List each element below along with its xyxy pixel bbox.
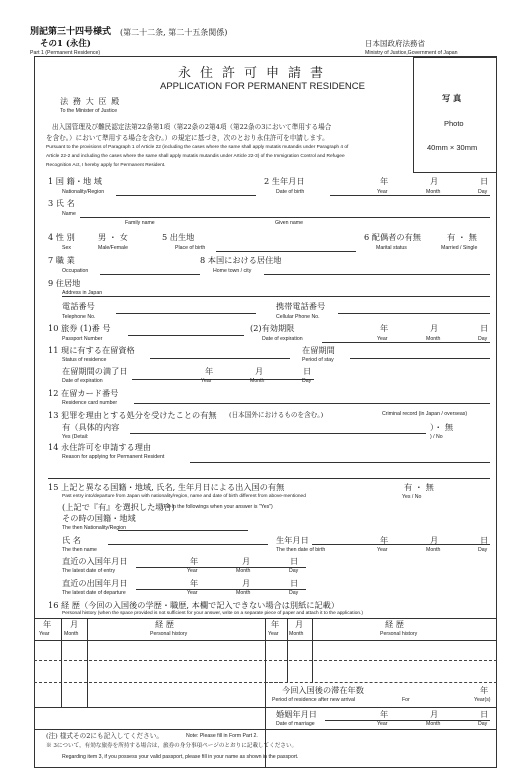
expiration-label: (2)有効期限 xyxy=(250,323,295,333)
reentry-options-en: Yes / No xyxy=(402,494,422,500)
address-field[interactable] xyxy=(110,285,488,295)
intro-en-1: Pursuant to the provisions of Paragraph 1 of Article 22 (including the cases where the same shall apply mutatis mutandis under Paragraph 4 of xyxy=(46,145,349,150)
then-name-label-en: The then name xyxy=(62,547,97,553)
then-dob-day: 日 xyxy=(480,535,489,545)
marriage-day: 日 xyxy=(480,709,489,719)
stay-day: 日 xyxy=(303,366,312,376)
passport-number-field[interactable] xyxy=(130,324,242,334)
depart-year-en: Year xyxy=(187,590,198,596)
col-history-right: 経 歴 xyxy=(385,619,404,629)
depart-month: 月 xyxy=(242,578,251,588)
expiration-label-en: Date of expiration xyxy=(262,336,303,342)
addressee: 法 務 大 臣 殿 xyxy=(60,96,121,106)
depart-day-en: Day xyxy=(289,590,299,596)
cellular-label-en: Cellular Phone No. xyxy=(276,314,320,320)
nationality-label: 1 国 籍・地 域 xyxy=(48,176,102,186)
then-dob-field[interactable] xyxy=(345,533,488,543)
latest-departure-field[interactable] xyxy=(138,578,304,588)
criminal-detail-field[interactable] xyxy=(132,422,424,432)
stay-expiry-field[interactable] xyxy=(134,368,312,378)
status-field[interactable] xyxy=(152,347,288,357)
telephone-label: 電話番号 xyxy=(62,301,95,311)
then-dob-year: 年 xyxy=(380,535,389,545)
hometown-field[interactable] xyxy=(266,263,488,273)
dob-day-en: Day xyxy=(478,189,488,195)
entry-year: 年 xyxy=(190,556,199,566)
marital-options[interactable]: 有 ・ 無 xyxy=(447,232,477,242)
marriage-month-en: Month xyxy=(426,721,441,727)
marital-label: 6 配偶者の有無 xyxy=(364,232,421,242)
card-field[interactable] xyxy=(136,392,488,402)
then-name-field[interactable] xyxy=(110,533,266,543)
entry-month-en: Month xyxy=(236,568,251,574)
intro-en-2: Article 22-2 and including the cases where the same shall apply mutatis mutandis under Article 22-3) of the Immigration Control and Refugee xyxy=(46,154,345,159)
then-dob-label: 生年月日 xyxy=(276,535,309,545)
col-year-left-en: Year xyxy=(39,631,50,637)
photo-label: 写 真 xyxy=(442,93,462,103)
cellular-label: 携帯電話番号 xyxy=(276,301,326,311)
passport-label: 10 旅券 (1)番 号 xyxy=(48,323,111,333)
then-name-label: 氏 名 xyxy=(62,535,81,545)
entry-month: 月 xyxy=(242,556,251,566)
address-label: 9 住居地 xyxy=(48,278,81,288)
photo-label-en: Photo xyxy=(444,119,464,128)
period-field[interactable] xyxy=(352,347,488,357)
period-after-label-en: Period of residence after new arrival xyxy=(272,697,356,703)
gov-label-en: Ministry of Justice,Government of Japan xyxy=(365,50,458,56)
sex-label-en: Sex xyxy=(62,245,71,251)
dob-year-en: Year xyxy=(377,189,388,195)
footer-note-2-en: Regarding item 3, if you possess your valid passport, please fill in your name as shown in the passport. xyxy=(62,754,299,760)
card-label: 12 在留カード番号 xyxy=(48,388,119,398)
stay-month-en: Month xyxy=(250,378,265,384)
col-month-right-en: Month xyxy=(289,631,304,637)
nationality-field[interactable] xyxy=(118,185,256,195)
dob-label-en: Date of birth xyxy=(276,189,305,195)
period-label-en: Period of stay xyxy=(302,357,334,363)
marriage-field[interactable] xyxy=(327,709,488,719)
stay-expiry-label-en: Date of expiration xyxy=(62,378,103,384)
dob-label: 2 生年月日 xyxy=(264,176,305,186)
marriage-year: 年 xyxy=(380,709,389,719)
col-history-left: 経 歴 xyxy=(155,619,174,629)
nationality-label-en: Nationality/Region xyxy=(62,189,105,195)
reason-field[interactable] xyxy=(192,451,488,478)
cellular-field[interactable] xyxy=(340,302,488,312)
criminal-note: (日本国外におけるものを含む。) xyxy=(229,411,324,419)
col-month-right: 月 xyxy=(295,619,304,629)
status-label: 11 現に有する在留資格 xyxy=(48,345,135,355)
col-month-left: 月 xyxy=(70,619,79,629)
then-nationality-label: その時の国籍・地域 xyxy=(62,513,136,523)
then-dob-year-en: Year xyxy=(377,547,388,553)
reason-label-en: Reason for applying for Permanent Resident xyxy=(62,454,165,460)
marital-label-en: Marital status xyxy=(376,245,407,251)
history-left-field[interactable] xyxy=(36,642,264,705)
criminal-detail-label-en: Yes (Detail: xyxy=(62,434,89,440)
hometown-label: 8 本国における居住地 xyxy=(200,255,282,265)
exp-month: 月 xyxy=(430,323,439,333)
dob-month: 月 xyxy=(430,176,439,186)
exp-month-en: Month xyxy=(426,336,441,342)
card-label-en: Residence card number xyxy=(62,400,118,406)
period-label: 在留期間 xyxy=(302,345,335,355)
marriage-label-en: Date of marriage xyxy=(276,721,315,727)
part-label-en: Part 1 (Permanent Residence) xyxy=(30,50,101,56)
then-dob-label-en: The then date of birth xyxy=(276,547,326,553)
col-history-left-en: Personal history xyxy=(150,631,188,637)
exp-year: 年 xyxy=(380,323,389,333)
criminal-no-en: ) / No xyxy=(430,434,443,440)
dob-year: 年 xyxy=(380,176,389,186)
exp-day-en: Day xyxy=(478,336,488,342)
then-dob-day-en: Day xyxy=(478,547,488,553)
entry-day: 日 xyxy=(290,556,299,566)
title-en: APPLICATION FOR PERMANENT RESIDENCE xyxy=(160,81,365,92)
criminal-detail-label: 有（具体的内容 xyxy=(62,422,120,432)
col-month-left-en: Month xyxy=(64,631,79,637)
latest-entry-field[interactable] xyxy=(138,556,304,566)
address-label-en: Address in Japan xyxy=(62,290,103,296)
pob-field[interactable] xyxy=(218,240,354,250)
intro-en-3: Recognition Act, I hereby apply for Permanent Resident. xyxy=(46,163,166,168)
entry-day-en: Day xyxy=(289,568,299,574)
stay-day-en: Day xyxy=(302,378,312,384)
part-label: その1 (永住) xyxy=(40,39,91,49)
latest-entry-label: 直近の入国年月日 xyxy=(62,556,128,566)
reason-label: 14 永住許可を申請する理由 xyxy=(48,442,152,452)
exp-year-en: Year xyxy=(377,336,388,342)
footer-note-1: (注) 様式その2にも記入してください。 xyxy=(46,732,163,740)
occupation-label: 7 職 業 xyxy=(48,255,75,265)
criminal-no[interactable]: ）・ 無 xyxy=(430,422,454,432)
col-year-right: 年 xyxy=(271,619,280,629)
form-articles: (第二十二条, 第二十五条関係) xyxy=(120,28,228,37)
footer-note-2: ※ 3について，有効な旅券を所持する場合は，旅券の身分事項ページのとおりに記載してください。 xyxy=(46,743,298,749)
reentry-options[interactable]: 有 ・ 無 xyxy=(404,482,434,492)
period-after-years: 年 xyxy=(480,685,489,695)
name-field[interactable] xyxy=(82,206,488,216)
name-label: 3 氏 名 xyxy=(48,198,75,208)
photo-box xyxy=(413,57,497,173)
passport-label-en: Passport Number xyxy=(62,336,103,342)
stay-month: 月 xyxy=(255,366,264,376)
reentry-sub: (上記で『有』を選択した場合) xyxy=(62,502,175,512)
status-label-en: Status of residence xyxy=(62,357,107,363)
pob-label: 5 出生地 xyxy=(162,232,195,242)
criminal-label-en: Criminal record (in Japan / overseas) xyxy=(382,411,468,417)
marriage-label: 婚姻年月日 xyxy=(276,709,317,719)
dob-month-en: Month xyxy=(426,189,441,195)
latest-departure-label: 直近の出国年月日 xyxy=(62,578,128,588)
stay-year: 年 xyxy=(205,366,214,376)
telephone-label-en: Telephone No. xyxy=(62,314,96,320)
footer-note-1-en: Note: Please fill in Form Part 2. xyxy=(186,733,258,739)
reentry-label: 15 上記と異なる国籍・地域, 氏名, 生年月日による出入国の有無 xyxy=(48,482,285,492)
marital-options-en: Married / Single xyxy=(441,245,478,251)
exp-day: 日 xyxy=(480,323,489,333)
marriage-day-en: Day xyxy=(478,721,488,727)
marriage-month: 月 xyxy=(430,709,439,719)
sex-options-en: Male/Female xyxy=(98,245,128,251)
intro-jp-2: を含む。）において準用する場合を含む。）の規定に基づき，次のとおり永住許可を申請します。 xyxy=(46,134,329,142)
sex-label: 4 性 別 xyxy=(48,232,75,242)
dob-field[interactable] xyxy=(332,185,488,195)
title-jp: 永住許可申請書 xyxy=(178,66,333,81)
reentry-sub-en: (Fill in the followings when your answer is "Yes") xyxy=(162,504,273,510)
sex-options[interactable]: 男 ・ 女 xyxy=(98,232,128,242)
depart-day: 日 xyxy=(290,578,299,588)
family-name-en: Family name xyxy=(125,220,155,226)
occupation-label-en: Occupation xyxy=(62,268,89,274)
hometown-label-en: Home town / city xyxy=(213,268,252,274)
period-after-years-en: Year(s) xyxy=(474,697,491,703)
pob-label-en: Place of birth xyxy=(175,245,206,251)
period-after-label: 今回入国後の滞在年数 xyxy=(282,685,364,695)
name-label-en: Name xyxy=(62,211,76,217)
stay-year-en: Year xyxy=(201,378,212,384)
history-right-field[interactable] xyxy=(267,642,495,681)
then-nationality-field[interactable] xyxy=(120,519,246,529)
intro-jp-1: 出入国管理及び難民認定法第22条第1項（第22条の2第4項（第22条の3において準用する場合 xyxy=(52,123,332,131)
then-dob-month: 月 xyxy=(430,535,439,545)
period-after-field[interactable] xyxy=(414,690,474,700)
addressee-en: To the Minister of Justice xyxy=(60,108,118,114)
history-label-en: Personal history (when the space provided is not sufficient for your answer, write on a separate piece of paper and attach it to the application.) xyxy=(62,611,363,616)
latest-departure-label-en: The latest date of departure xyxy=(62,590,126,596)
reentry-label-en: Past entry into/departure from Japan with nationality/region, name and date of birth different from above-mentioned xyxy=(62,494,306,499)
dob-day: 日 xyxy=(480,176,489,186)
photo-size: 40mm × 30mm xyxy=(427,143,478,152)
criminal-label: 13 犯罪を理由とする処分を受けたことの有無 xyxy=(48,410,217,420)
latest-entry-label-en: The latest date of entry xyxy=(62,568,116,574)
telephone-field[interactable] xyxy=(118,302,254,312)
col-history-right-en: Personal history xyxy=(380,631,418,637)
form-name: 別記第三十四号様式 xyxy=(30,27,112,37)
given-name-en: Given name xyxy=(275,220,303,226)
then-dob-month-en: Month xyxy=(426,547,441,553)
occupation-field[interactable] xyxy=(102,263,198,273)
history-label: 16 経 歴（今回の入国後の学歴・職歴, 本欄で記入できない場合は別紙に記載） xyxy=(48,600,340,610)
depart-year: 年 xyxy=(190,578,199,588)
depart-month-en: Month xyxy=(236,590,251,596)
marriage-year-en: Year xyxy=(377,721,388,727)
gov-label: 日本国政府法務省 xyxy=(365,39,425,48)
stay-expiry-label: 在留期間の満了日 xyxy=(62,366,128,376)
expiration-field[interactable] xyxy=(324,331,488,341)
entry-year-en: Year xyxy=(187,568,198,574)
then-nationality-label-en: The then Nationality/Region xyxy=(62,525,127,531)
period-after-for: For xyxy=(402,697,410,703)
col-year-right-en: Year xyxy=(268,631,279,637)
col-year-left: 年 xyxy=(43,619,52,629)
